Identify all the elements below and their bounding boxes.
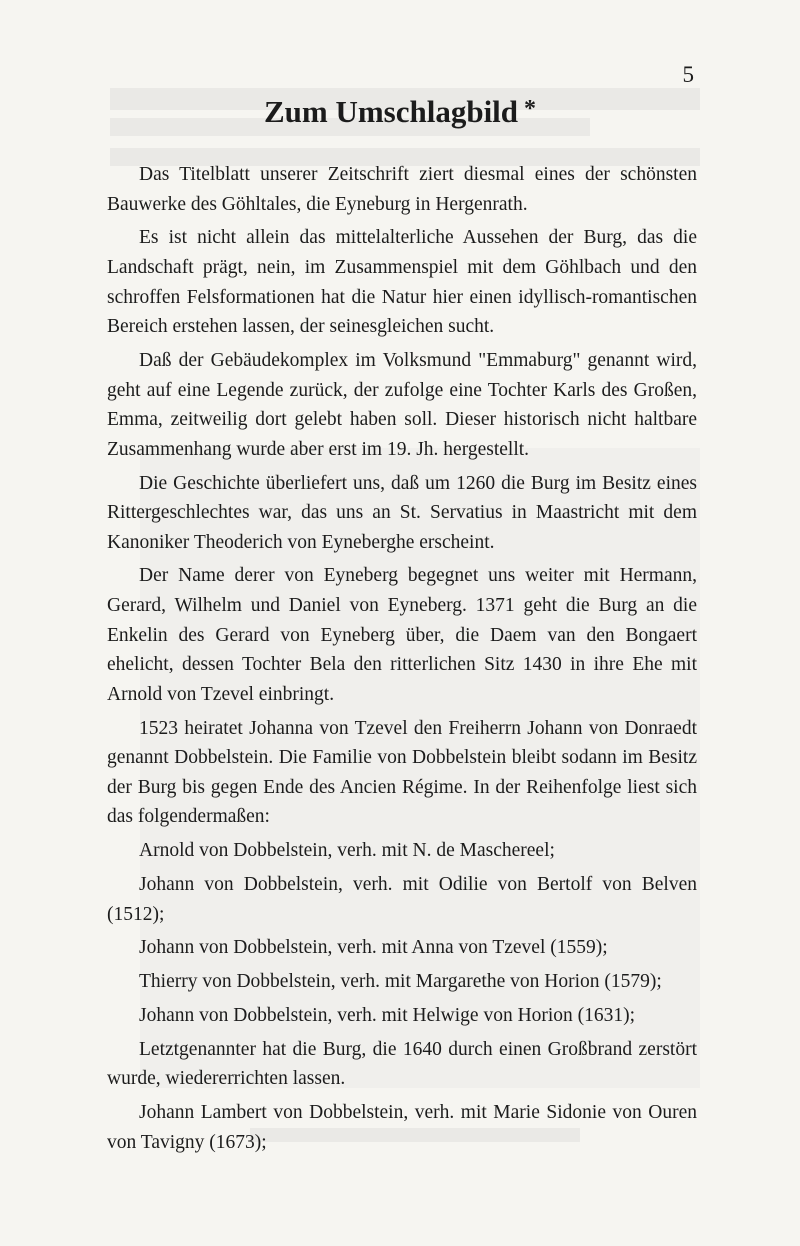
page-title <box>0 90 800 131</box>
paragraph: Daß der Gebäudekomplex im Volksmund "Emmaburg" genannt wird, geht auf eine Legende zurück, der zufolge eine Tochter Karls des Großen, Emma, zeitweilig dort gelebt haben soll. Dieser historisch nicht haltbare Zusammenhang wurde aber erst im 19. Jh. hergestellt. <box>107 349 697 460</box>
lineage-entry: Thierry von Dobbelstein, verh. mit Margarethe von Horion (1579); <box>139 971 662 993</box>
lineage-entry: Johann von Dobbelstein, verh. mit Anna von Tzevel (1559); <box>139 937 608 959</box>
lineage-entry: Johann von Dobbelstein, verh. mit Odilie von Bertolf von Belven (1512); <box>107 873 697 925</box>
page-number: 5 <box>682 62 694 87</box>
paragraph: Letztgenannter hat die Burg, die 1640 durch einen Großbrand zerstört wurde, wiedererrichten lassen. <box>107 1038 697 1090</box>
paragraph: Das Titelblatt unserer Zeitschrift ziert diesmal eines der schönsten Bauwerke des Göhltales, die Eyneburg in Hergenrath. <box>107 164 697 215</box>
lineage-entry: Arnold von Dobbelstein, verh. mit N. de Maschereel; <box>139 840 555 862</box>
title-footnote-mark: * <box>524 96 537 122</box>
lineage-entry: Johann von Dobbelstein, verh. mit Helwige von Horion (1631); <box>139 1004 636 1026</box>
paragraph: Die Geschichte überliefert uns, daß um 1260 die Burg im Besitz eines Rittergeschlechtes war, das uns an St. Servatius in Maastricht mit dem Kanoniker Theoderich von Eyneberghe erscheint. <box>107 472 697 553</box>
title-text: Zum Umschlagbild <box>263 94 519 129</box>
paragraph: 1523 heiratet Johanna von Tzevel den Freiherrn Johann von Donraedt genannt Dobbelstein. Die Familie von Dobbelstein bleibt sodann im Besitz der Burg bis gegen Ende des Ancien Régime. In der Reihenfolge liest sich das folgendermaßen: <box>107 717 697 828</box>
paragraph: Der Name derer von Eyneberg begegnet uns weiter mit Hermann, Gerard, Wilhelm und Daniel von Eyneberg. 1371 geht die Burg an die Enkelin des Gerard von Eyneberg über, die Daem van den Bongaert ehelicht, dessen Tochter Bela den ritterlichen Sitz 1430 in ihre Ehe mit Arnold von Tzevel einbringt. <box>107 565 697 705</box>
lineage-entry: Johann Lambert von Dobbelstein, verh. mit Marie Sidonie von Ouren von Tavigny (1673); <box>107 1102 697 1153</box>
article-body <box>107 160 697 1161</box>
paragraph: Es ist nicht allein das mittelalterliche Aussehen der Burg, das die Landschaft prägt, nein, im Zusammenspiel mit dem Göhlbach und den schroffen Felsformationen hat die Natur hier einen idyllisch-romantischen Bereich erstehen lassen, der seinesgleichen sucht. <box>107 227 697 338</box>
